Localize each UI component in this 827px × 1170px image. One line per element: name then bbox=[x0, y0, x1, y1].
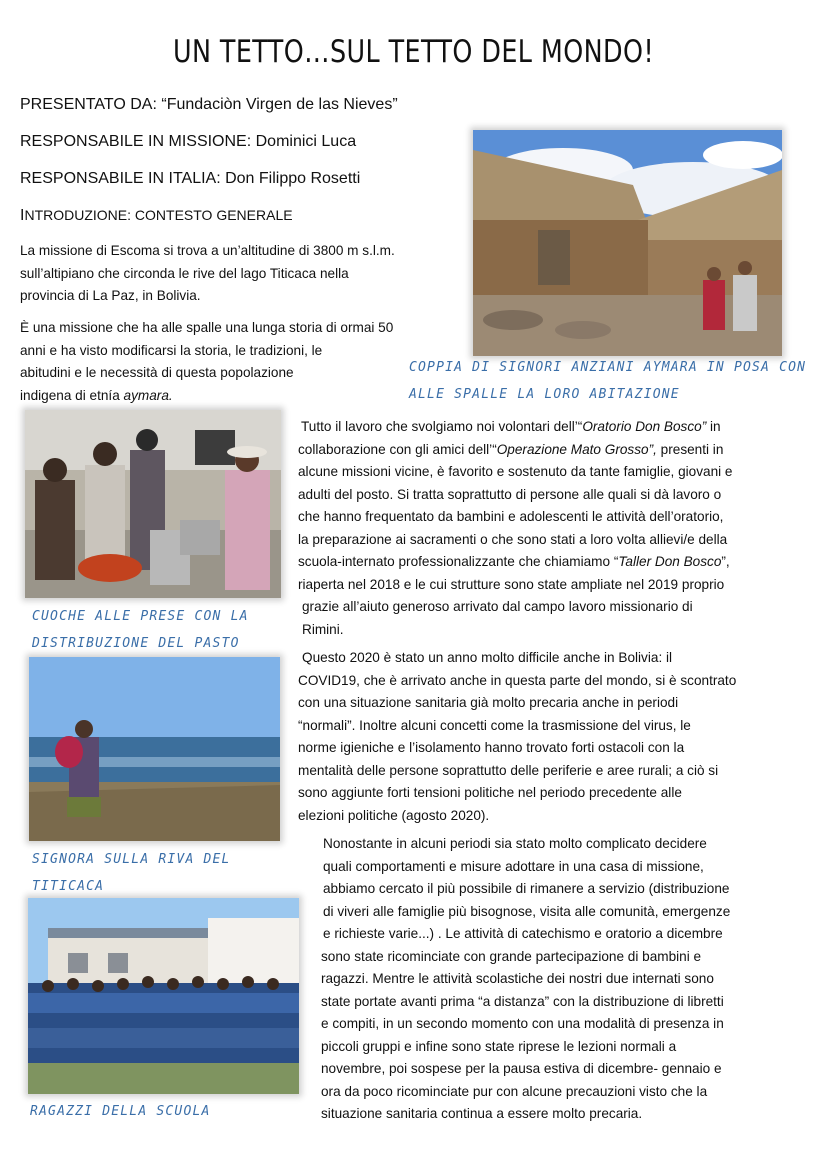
mission-responsible-line bbox=[20, 133, 356, 151]
caption-cooks: CUOCHE ALLE PRESE CON LA DISTRIBUZIONE DEL PASTO bbox=[32, 609, 249, 651]
mission-responsible-label: RESPONSABILE IN MISSIONE: bbox=[20, 133, 252, 150]
presented-by-line bbox=[20, 96, 398, 114]
presented-by-label: PRESENTATO DA: bbox=[20, 96, 157, 113]
italy-responsible-value: Don Filippo Rosetti bbox=[220, 170, 361, 187]
caption-school: RAGAZZI DELLA SCUOLA bbox=[30, 1104, 211, 1119]
italy-responsible-line bbox=[20, 170, 360, 188]
photo-school bbox=[28, 898, 299, 1094]
page-title: UN TETTO…SUL TETTO DEL MONDO! bbox=[172, 34, 655, 70]
paragraph-volunteers: Tutto il lavoro che svolgiamo noi volontari dell’“Oratorio Don Bosco” in collaborazione con gli amici dell’“Operazione Mato Grosso”, presenti in alcune missioni vicine, è favorito e sostenuto da tante famiglie, giovani e adulti del posto. Si tratta soprattutto di persone alle quali si dà lavoro o che hanno frequentato da bambini e adolescenti le attività dell’oratorio, la preparazione ai sacramenti o che sono stati a loro volta allievi/e della scuola-internato professionalizzante che chiamiamo “Taller Don Bosco”, riaperta nel 2018 e le cui strutture sono state ampliate nel 2019 proprio grazie all’aiuto generoso arrivato dal campo lavoro missionario di Rimini. bbox=[298, 419, 733, 637]
italy-responsible-label: RESPONSABILE IN ITALIA: bbox=[20, 170, 221, 187]
photo-lake bbox=[29, 657, 280, 841]
caption-house: COPPIA DI SIGNORI ANZIANI AYMARA IN POSA CON ALLE SPALLE LA LORO ABITAZIONE bbox=[409, 360, 807, 402]
paragraph-covid: Questo 2020 è stato un anno molto difficile anche in Bolivia: il COVID19, che è arrivato anche in questa parte del mondo, si è scontrato con una situazione sanitaria già molto precaria anche in periodi “normali”. Inoltre alcuni concetti come la trasmissione del virus, le norme igieniche e l’isolamento hanno trovato forti ostacoli con la mentalità delle persone soprattutto delle periferie e aree rurali; a ciò si sono aggiunte forti tensioni politiche nel periodo precedente alle elezioni politiche (agosto 2020). bbox=[298, 650, 737, 823]
caption-lake: SIGNORA SULLA RIVA DEL TITICACA bbox=[32, 852, 231, 894]
mission-responsible-value: Dominici Luca bbox=[251, 133, 357, 150]
intro-heading: INTRODUZIONE: CONTESTO GENERALE bbox=[20, 207, 293, 224]
paragraph-location: La missione di Escoma si trova a un’altitudine di 3800 m s.l.m. sull’altipiano che circonda le rive del lago Titicaca nella provincia di La Paz, in Bolivia. bbox=[20, 243, 395, 303]
presented-by-value: “Fundaciòn Virgen de las Nieves” bbox=[156, 96, 398, 113]
photo-cooks bbox=[25, 410, 281, 598]
photo-house bbox=[473, 130, 782, 356]
paragraph-service: Nonostante in alcuni periodi sia stato molto complicato decidere quali comportamenti e misure adottare in una casa di missione, abbiamo cercato il più possibile di rimanere a servizio (distribuzione di viveri alle famiglie più bisognose, visita alle comunità, emergenze e richieste varie...) . Le attività di catechismo e oratorio a dicembre sono state ricominciate con grande partecipazione di bambini e ragazzi. Mentre le attività scolastiche dei nostri due internati sono state portate avanti prima “a distanza” con la distribuzione di libretti e compiti, in un secondo momento con una modalità di presenza in piccoli gruppi e infine sono state riprese le lezioni normali a novembre, poi sospese per la pausa estiva di dicembre- gennaio e ora da poco ricominciate pur con alcune precauzioni visto che la situazione sanitaria continua a essere molto precaria. bbox=[321, 836, 731, 1121]
paragraph-history: È una missione che ha alle spalle una lunga storia di ormai 50 anni e ha visto modificarsi la storia, le tradizioni, le abitudini e le necessità di questa popolazione indigena di etnía aymara. bbox=[20, 320, 394, 403]
